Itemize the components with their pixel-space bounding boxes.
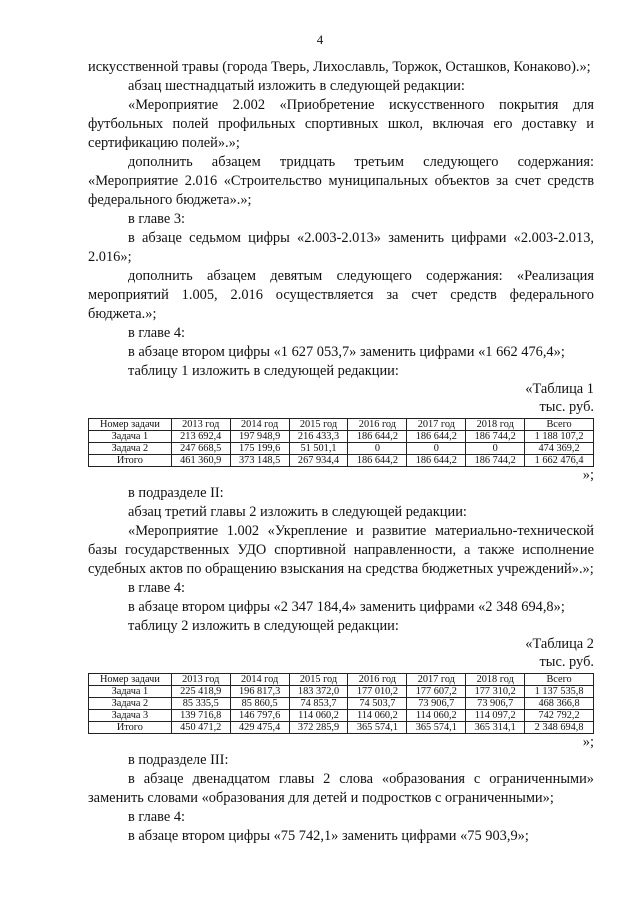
- value-cell: 175 199,6: [230, 443, 289, 455]
- value-cell: 461 360,9: [171, 455, 230, 467]
- paragraph: в подразделе II:: [128, 485, 224, 501]
- paragraph: в абзаце втором цифры «1 627 053,7» заменить цифрами «1 662 476,4»;: [128, 344, 565, 360]
- table-header-cell: 2013 год: [171, 674, 230, 686]
- table-header-cell: 2014 год: [230, 674, 289, 686]
- paragraph: в подразделе III:: [128, 752, 229, 768]
- value-cell: 225 418,9: [171, 686, 230, 698]
- table-closing-mark: »;: [582, 734, 594, 750]
- document-body: [88, 58, 594, 846]
- budget-table-1: [88, 418, 594, 467]
- budget-table-2: [88, 673, 594, 734]
- table-header-cell: 2016 год: [348, 674, 407, 686]
- value-cell: 186 744,2: [466, 455, 525, 467]
- table-row: [89, 443, 594, 455]
- paragraph: «Мероприятие 2.002 «Приобретение искусственного покрытия для футбольных полей профильных спортивных школ, включая его доставку и сертификацию полей».»;: [88, 97, 594, 151]
- paragraph-block: [88, 484, 594, 636]
- table-row: [89, 722, 594, 734]
- table-header-cell: Номер задачи: [89, 674, 172, 686]
- row-label-cell: Итого: [89, 455, 172, 467]
- value-cell: 114 060,2: [407, 710, 466, 722]
- table-header-cell: 2015 год: [289, 674, 348, 686]
- value-cell: 742 792,2: [525, 710, 594, 722]
- table-header-cell: 2018 год: [466, 674, 525, 686]
- table-row: [89, 710, 594, 722]
- paragraph-block: [88, 58, 594, 381]
- value-cell: 0: [407, 443, 466, 455]
- value-cell: 114 097,2: [466, 710, 525, 722]
- table-row: [89, 698, 594, 710]
- value-cell: 365 574,1: [348, 722, 407, 734]
- table-header-cell: 2015 год: [289, 419, 348, 431]
- table-caption-units: тыс. руб.: [539, 398, 594, 415]
- paragraph: в абзаце втором цифры «2 347 184,4» заменить цифрами «2 348 694,8»;: [128, 599, 565, 615]
- value-cell: 450 471,2: [171, 722, 230, 734]
- paragraph: искусственной травы (города Тверь, Лихославль, Торжок, Осташков, Конаково).»;: [88, 59, 591, 75]
- table-header-cell: 2017 год: [407, 674, 466, 686]
- value-cell: 139 716,8: [171, 710, 230, 722]
- table-header-cell: Номер задачи: [89, 419, 172, 431]
- value-cell: 74 853,7: [289, 698, 348, 710]
- value-cell: 85 335,5: [171, 698, 230, 710]
- value-cell: 146 797,6: [230, 710, 289, 722]
- paragraph: таблицу 1 изложить в следующей редакции:: [128, 363, 399, 379]
- value-cell: 429 475,4: [230, 722, 289, 734]
- value-cell: 373 148,5: [230, 455, 289, 467]
- paragraph: в главе 4:: [128, 325, 186, 341]
- paragraph: «Мероприятие 1.002 «Укрепление и развитие материально-технической базы государственных УДО спортивной направленности, а также исполнение судебных актов по обращению взыскания на средства бюджетных учреждений».»;: [88, 523, 594, 577]
- value-cell: 74 503,7: [348, 698, 407, 710]
- value-cell: 183 372,0: [289, 686, 348, 698]
- value-cell: 186 644,2: [407, 431, 466, 443]
- paragraph: в абзаце седьмом цифры «2.003-2.013» заменить цифрами «2.003-2.013, 2.016»;: [88, 230, 594, 265]
- paragraph-block: [88, 751, 594, 846]
- table-header-row: [89, 674, 594, 686]
- value-cell: 196 817,3: [230, 686, 289, 698]
- value-cell: 73 906,7: [407, 698, 466, 710]
- row-label-cell: Задача 1: [89, 686, 172, 698]
- value-cell: 247 668,5: [171, 443, 230, 455]
- row-label-cell: Итого: [89, 722, 172, 734]
- value-cell: 2 348 694,8: [525, 722, 594, 734]
- value-cell: 186 644,2: [407, 455, 466, 467]
- value-cell: 177 010,2: [348, 686, 407, 698]
- paragraph: абзац третий главы 2 изложить в следующей редакции:: [128, 504, 467, 520]
- value-cell: 1 188 107,2: [525, 431, 594, 443]
- paragraph: абзац шестнадцатый изложить в следующей редакции:: [128, 78, 465, 94]
- row-label-cell: Задача 1: [89, 431, 172, 443]
- value-cell: 474 369,2: [525, 443, 594, 455]
- row-label-cell: Задача 3: [89, 710, 172, 722]
- paragraph: в главе 4:: [128, 580, 186, 596]
- value-cell: 213 692,4: [171, 431, 230, 443]
- paragraph: таблицу 2 изложить в следующей редакции:: [128, 618, 399, 634]
- table-row: [89, 431, 594, 443]
- paragraph: в абзаце втором цифры «75 742,1» заменить цифрами «75 903,9»;: [128, 828, 529, 844]
- paragraph: в абзаце двенадцатом главы 2 слова «образования с ограниченными» заменить словами «образования для детей и подростков с ограниченными»;: [88, 771, 594, 806]
- table-header-cell: 2017 год: [407, 419, 466, 431]
- value-cell: 186 644,2: [348, 455, 407, 467]
- value-cell: 216 433,3: [289, 431, 348, 443]
- value-cell: 267 934,4: [289, 455, 348, 467]
- value-cell: 197 948,9: [230, 431, 289, 443]
- value-cell: 365 574,1: [407, 722, 466, 734]
- value-cell: 1 137 535,8: [525, 686, 594, 698]
- value-cell: 177 607,2: [407, 686, 466, 698]
- table-caption-title: «Таблица 1: [525, 381, 594, 397]
- value-cell: 177 310,2: [466, 686, 525, 698]
- table-header-cell: 2013 год: [171, 419, 230, 431]
- value-cell: 73 906,7: [466, 698, 525, 710]
- value-cell: 85 860,5: [230, 698, 289, 710]
- value-cell: 468 366,8: [525, 698, 594, 710]
- table-closing-mark: »;: [582, 467, 594, 483]
- row-label-cell: Задача 2: [89, 698, 172, 710]
- table-caption-title: «Таблица 2: [525, 636, 594, 652]
- table-row: [89, 455, 594, 467]
- value-cell: 186 644,2: [348, 431, 407, 443]
- value-cell: 186 744,2: [466, 431, 525, 443]
- paragraph: в главе 4:: [128, 809, 186, 825]
- paragraph: дополнить абзацем девятым следующего содержания: «Реализация мероприятий 1.005, 2.016 осуществляется за счет средств федерального бюджета.»;: [88, 268, 594, 322]
- value-cell: 51 501,1: [289, 443, 348, 455]
- table-header-row: [89, 419, 594, 431]
- table-header-cell: Всего: [525, 419, 594, 431]
- paragraph: в главе 3:: [128, 211, 186, 227]
- row-label-cell: Задача 2: [89, 443, 172, 455]
- value-cell: 1 662 476,4: [525, 455, 594, 467]
- page-number: 4: [316, 32, 324, 47]
- table-header-cell: 2018 год: [466, 419, 525, 431]
- value-cell: 365 314,1: [466, 722, 525, 734]
- table-header-cell: 2016 год: [348, 419, 407, 431]
- table-row: [89, 686, 594, 698]
- value-cell: 114 060,2: [348, 710, 407, 722]
- table-header-cell: 2014 год: [230, 419, 289, 431]
- paragraph: дополнить абзацем тридцать третьим следующего содержания: «Мероприятие 2.016 «Строительство муниципальных объектов за счет средств федерального бюджета».»;: [88, 154, 594, 208]
- value-cell: 0: [348, 443, 407, 455]
- value-cell: 0: [466, 443, 525, 455]
- table-header-cell: Всего: [525, 674, 594, 686]
- table-caption-units: тыс. руб.: [539, 653, 594, 670]
- value-cell: 372 285,9: [289, 722, 348, 734]
- value-cell: 114 060,2: [289, 710, 348, 722]
